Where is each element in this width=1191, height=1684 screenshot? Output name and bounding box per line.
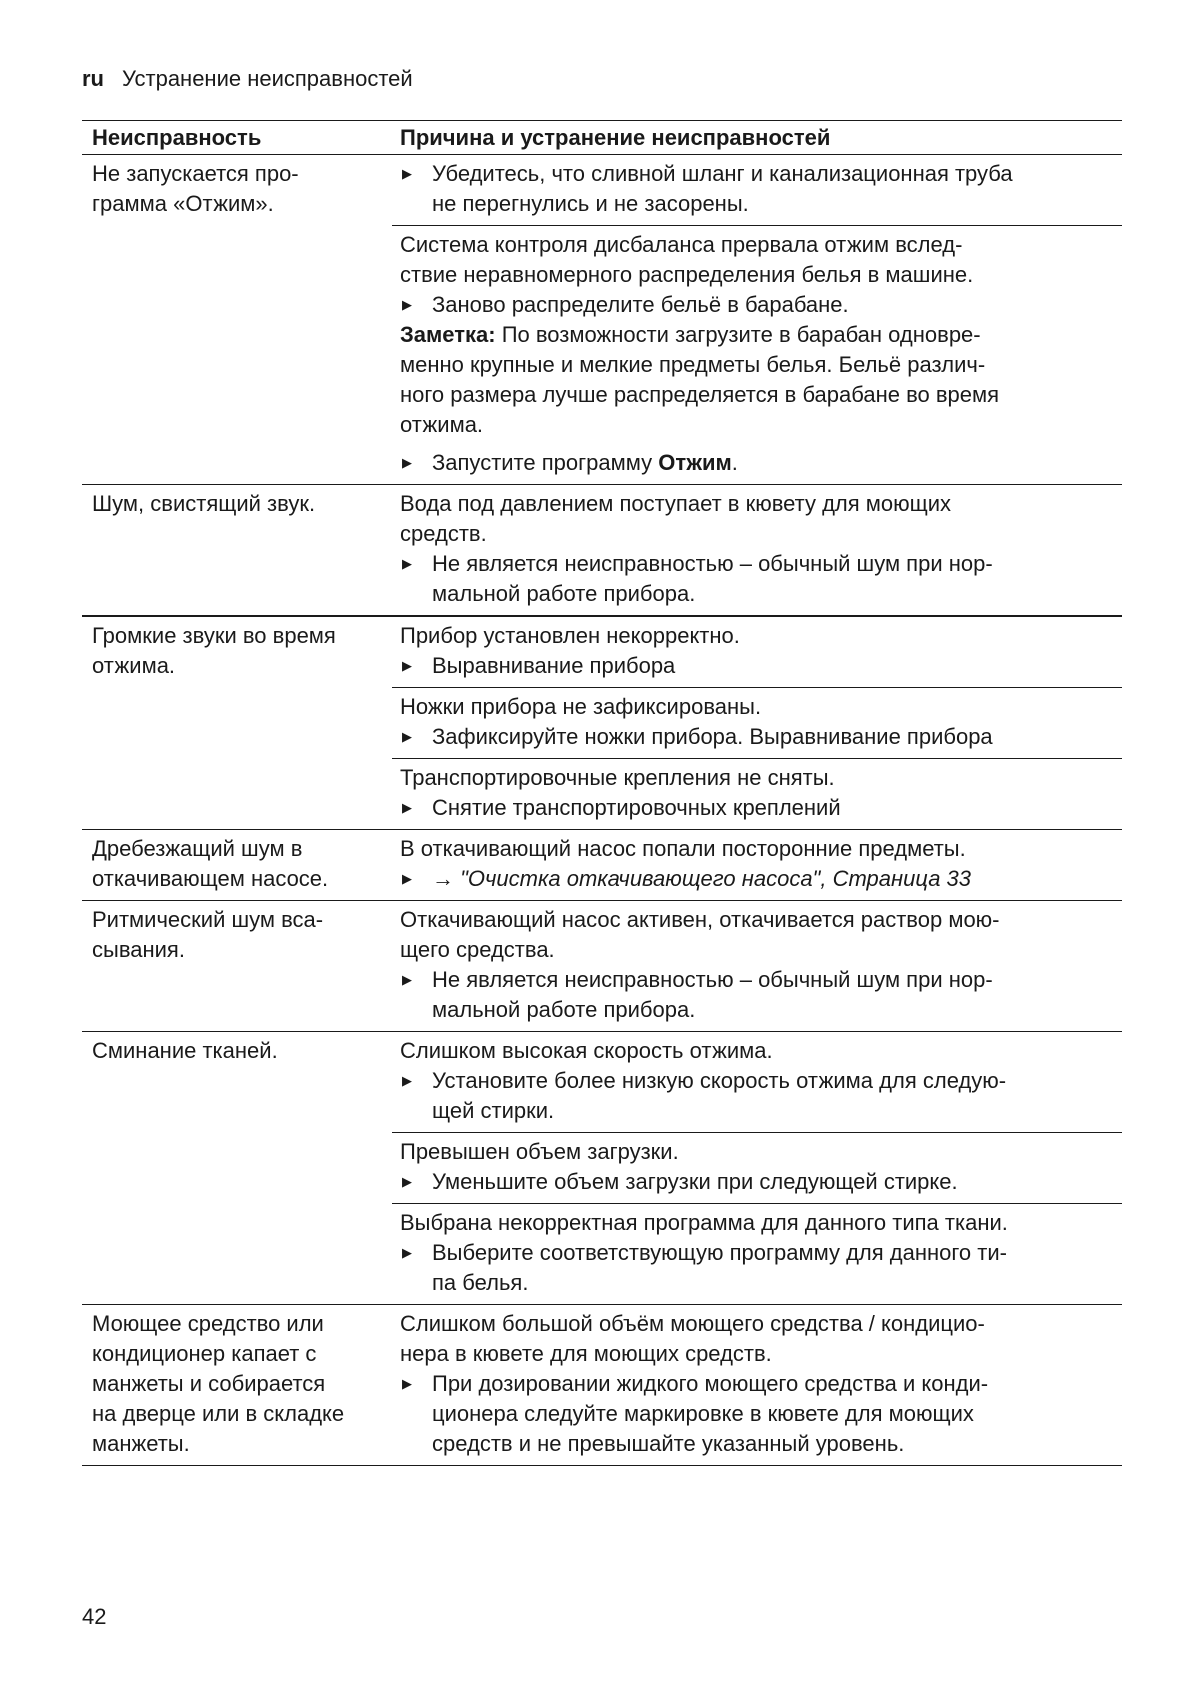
table-row bbox=[82, 617, 1122, 830]
action-text-pre: Запустите программу bbox=[432, 450, 659, 475]
cause-block bbox=[392, 687, 1122, 758]
fault-cell: Ритмический шум вса- сывания. bbox=[92, 907, 324, 962]
action-item bbox=[400, 448, 1118, 478]
action-text bbox=[432, 448, 1118, 478]
cause-column bbox=[392, 901, 1122, 1031]
action-text: Не является неисправностью – обычный шум при нор- мальной работе прибора. bbox=[432, 551, 993, 606]
note-text: По возможности загрузите в барабан одновре- менно крупные и мелкие предметы белья. Бельё различ- ного размера лучше распределяется в барабане во время отжима. bbox=[400, 322, 1000, 437]
cause-block bbox=[392, 758, 1122, 829]
action-text: Снятие транспортировочных креплений bbox=[432, 795, 841, 820]
action-item bbox=[400, 290, 1118, 320]
table-row bbox=[82, 1032, 1122, 1305]
cause-block bbox=[392, 1032, 1122, 1132]
cause-text: Слишком большой объём моющего средства / кондицио- нера в кювете для моющих средств. bbox=[400, 1311, 985, 1366]
bullet-triangle-icon: ▶ bbox=[402, 455, 412, 470]
note-paragraph bbox=[400, 320, 1118, 440]
fault-cell: Сминание тканей. bbox=[92, 1038, 278, 1063]
cause-text: Прибор установлен некорректно. bbox=[400, 623, 740, 648]
bullet-triangle-icon: ▶ bbox=[402, 1073, 412, 1088]
cross-reference-link[interactable]: → "Очистка откачивающего насоса", Страница 33 bbox=[432, 866, 972, 891]
language-code: ru bbox=[82, 66, 104, 91]
fault-cell: Шум, свистящий звук. bbox=[92, 491, 316, 516]
cause-block bbox=[392, 617, 1122, 687]
cause-block bbox=[392, 225, 1122, 484]
bullet-triangle-icon: ▶ bbox=[402, 972, 412, 987]
cause-text: Выбрана некорректная программа для данного типа ткани. bbox=[400, 1210, 1008, 1235]
bullet-triangle-icon: ▶ bbox=[402, 871, 412, 886]
fault-cell: Громкие звуки во время отжима. bbox=[92, 623, 336, 678]
action-item bbox=[400, 1167, 1118, 1197]
action-item bbox=[400, 1238, 1118, 1298]
page-number: 42 bbox=[82, 1604, 107, 1629]
table-row bbox=[82, 485, 1122, 617]
action-text: Не является неисправностью – обычный шум при нор- мальной работе прибора. bbox=[432, 967, 993, 1022]
action-item bbox=[400, 1066, 1118, 1126]
action-item bbox=[400, 793, 1118, 823]
table-header bbox=[82, 121, 1122, 155]
bullet-triangle-icon: ▶ bbox=[402, 1245, 412, 1260]
cause-column bbox=[392, 617, 1122, 829]
fault-cell: Дребезжащий шум в откачивающем насосе. bbox=[92, 836, 329, 891]
cause-column bbox=[392, 155, 1122, 484]
table-row bbox=[82, 901, 1122, 1032]
bullet-triangle-icon: ▶ bbox=[402, 1376, 412, 1391]
fault-cell: Моющее средство или кондиционер капает с манжеты и собирается на дверце или в складке манжеты. bbox=[92, 1311, 345, 1456]
bullet-triangle-icon: ▶ bbox=[402, 297, 412, 312]
troubleshooting-table bbox=[82, 120, 1122, 1466]
action-text: Выравнивание прибора bbox=[432, 653, 676, 678]
page-header bbox=[82, 64, 413, 94]
cause-block bbox=[392, 1203, 1122, 1304]
cause-text: Ножки прибора не зафиксированы. bbox=[400, 694, 762, 719]
action-text: Выберите соответствующую программу для данного ти- па белья. bbox=[432, 1240, 1007, 1295]
cause-block bbox=[392, 485, 1122, 615]
table-row bbox=[82, 155, 1122, 485]
action-item bbox=[400, 864, 1118, 894]
cause-text: В откачивающий насос попали посторонние предметы. bbox=[400, 836, 966, 861]
action-item bbox=[400, 651, 1118, 681]
bullet-triangle-icon: ▶ bbox=[402, 729, 412, 744]
header-cause: Причина и устранение неисправностей bbox=[400, 125, 831, 150]
cause-text: Транспортировочные крепления не сняты. bbox=[400, 765, 835, 790]
cause-column bbox=[392, 485, 1122, 615]
action-text: Убедитесь, что сливной шланг и канализационная труба не перегнулись и не засорены. bbox=[432, 161, 1013, 216]
cause-block bbox=[392, 901, 1122, 1031]
cause-column bbox=[392, 830, 1122, 900]
cause-text: Откачивающий насос активен, откачивается раствор мою- щего средства. bbox=[400, 907, 1000, 962]
cause-text: Превышен объем загрузки. bbox=[400, 1139, 679, 1164]
section-title: Устранение неисправностей bbox=[122, 66, 413, 91]
note-label: Заметка: bbox=[400, 322, 496, 347]
cause-text: Система контроля дисбаланса прервала отжим вслед- ствие неравномерного распределения белья в машине. bbox=[400, 232, 974, 287]
bullet-triangle-icon: ▶ bbox=[402, 800, 412, 815]
cause-text: Вода под давлением поступает в кювету для моющих средств. bbox=[400, 491, 952, 546]
program-name: Отжим bbox=[658, 450, 732, 475]
table-row bbox=[82, 1305, 1122, 1466]
fault-cell: Не запускается про- грамма «Отжим». bbox=[92, 161, 299, 216]
header-fault: Неисправность bbox=[92, 125, 262, 150]
action-text: Заново распределите бельё в барабане. bbox=[432, 292, 849, 317]
action-item bbox=[400, 722, 1118, 752]
action-item bbox=[400, 549, 1118, 609]
action-item bbox=[400, 965, 1118, 1025]
bullet-triangle-icon: ▶ bbox=[402, 658, 412, 673]
cause-block bbox=[392, 1132, 1122, 1203]
action-text: Уменьшите объем загрузки при следующей стирке. bbox=[432, 1169, 958, 1194]
cause-column bbox=[392, 1305, 1122, 1465]
bullet-triangle-icon: ▶ bbox=[402, 1174, 412, 1189]
action-text-post: . bbox=[731, 450, 738, 475]
table-row bbox=[82, 830, 1122, 901]
cause-text: Слишком высокая скорость отжима. bbox=[400, 1038, 773, 1063]
cause-block bbox=[392, 830, 1122, 900]
bullet-triangle-icon: ▶ bbox=[402, 556, 412, 571]
action-text: Зафиксируйте ножки прибора. Выравнивание прибора bbox=[432, 724, 993, 749]
action-item bbox=[400, 1369, 1118, 1459]
action-text: Установите более низкую скорость отжима для следую- щей стирки. bbox=[432, 1068, 1007, 1123]
action-text: При дозировании жидкого моющего средства и конди- ционера следуйте маркировке в кювете для моющих средств и не превышайте указанный уровень. bbox=[432, 1371, 989, 1456]
action-item bbox=[400, 159, 1118, 219]
cause-block bbox=[392, 155, 1122, 225]
cause-block bbox=[392, 1305, 1122, 1465]
bullet-triangle-icon: ▶ bbox=[402, 166, 412, 181]
cause-column bbox=[392, 1032, 1122, 1304]
